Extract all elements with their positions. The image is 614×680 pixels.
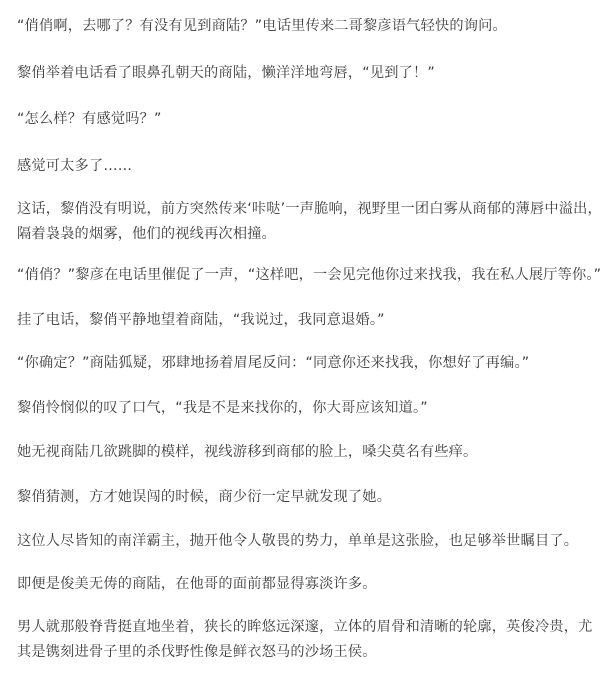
- paragraph: 她无视商陆几欲跳脚的模样，视线游移到商郁的脸上，嗓尖莫名有些痒。: [17, 444, 478, 460]
- paragraph: 黎俏猜测，方才她误闯的时候，商少衍一定早就发现了她。: [17, 489, 392, 505]
- paragraph: 这位人尽皆知的南洋霸主，抛开他令人敬畏的势力，单单是这张脸，也足够举世瞩目了。: [17, 533, 579, 549]
- paragraph: 黎俏怜悯似的叹了口气，“我是不是来找你的，你大哥应该知道。”: [17, 400, 428, 416]
- paragraph: 即便是俊美无俦的商陆，在他哥的面前都显得寡淡许多。: [17, 576, 377, 592]
- paragraph: “怎么样？有感觉吗？”: [17, 111, 162, 127]
- paragraph: 挂了电话，黎俏平静地望着商陆，“我说过，我同意退婚。”: [17, 312, 385, 328]
- paragraph: “俏俏啊，去哪了？有没有见到商陆？”电话里传来二哥黎彦语气轻快的询问。: [17, 18, 507, 34]
- paragraph: “你确定？”商陆狐疑，邪肆地扬着眉尾反问：“同意你还来找我，你想好了再编。”: [17, 355, 530, 371]
- paragraph: 这话，黎俏没有明说，前方突然传来‘咔哒’一声脆响，视野里一团白雾从商郁的薄唇中溢出，隔着袅袅的烟雾，他们的视线再次相撞。: [17, 201, 602, 242]
- paragraph: 感觉可太多了……: [17, 158, 133, 174]
- paragraph: 男人就那般脊背挺直地坐着，狭长的眸悠远深邃，立体的眉骨和清晰的轮廓，英俊冷贵，尤其是镌刻进骨子里的杀伐野性像是鲜衣怒马的沙场王侯。: [17, 619, 593, 660]
- paragraph: “俏俏？”黎彦在电话里催促了一声，“这样吧，一会见完他你过来找我，我在私人展厅等你。”: [17, 267, 602, 283]
- paragraph: 黎俏举着电话看了眼鼻孔朝天的商陆，懒洋洋地弯唇，“见到了！”: [17, 65, 435, 81]
